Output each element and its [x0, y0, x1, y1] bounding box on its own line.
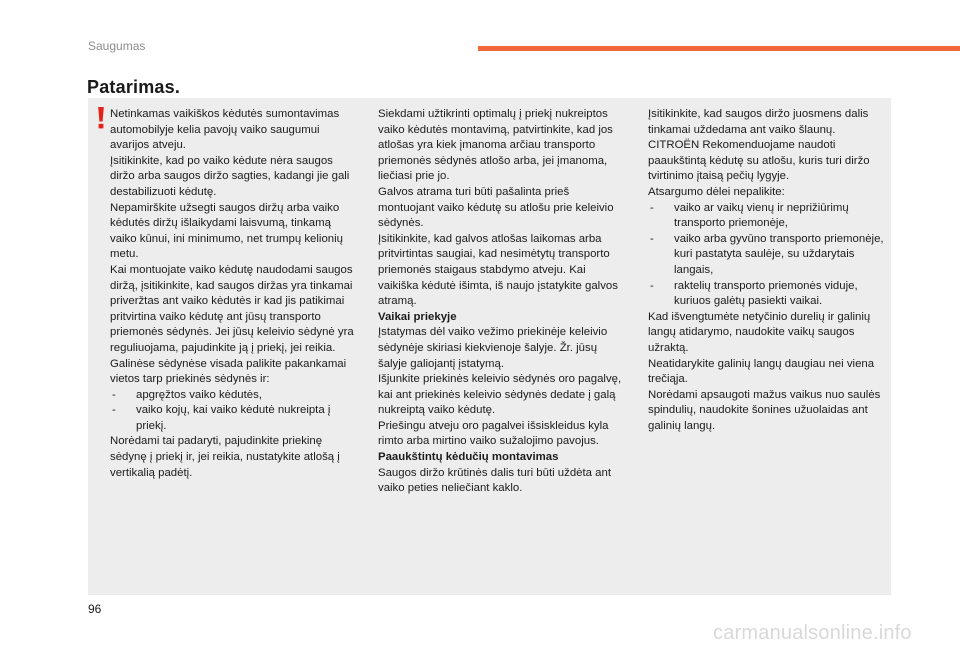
paragraph: Norėdami apsaugoti mažus vaikus nuo saulės spindulių, naudokite šonines užuolaidas ant galinių langų. [648, 388, 881, 432]
paragraph: Atsargumo dėlei nepalikite: [648, 185, 785, 198]
page-number: 96 [88, 602, 102, 616]
paragraph: Galvos atrama turi būti pašalinta prieš montuojant vaiko kėdutę su atlošu prie keleivio sėdynės. [378, 185, 614, 230]
warning-exclamation-icon [97, 107, 105, 129]
paragraph: Neatidarykite galinių langų daugiau nei viena trečiąja. [648, 357, 875, 386]
paragraph: Saugos diržo krūtinės dalis turi būti uždėta ant vaiko peties neliečiant kaklo. [378, 466, 612, 495]
bullet-item: - vaiko arba gyvūno transporto priemonėje, kuri pastatyta saulėje, su uždarytais langais, [648, 232, 890, 279]
bullet-item: - apgręžtos vaiko kėdutės, [110, 388, 358, 404]
paragraph: Galinėse sėdynėse visada palikite pakankamai vietos tarp priekinės sėdynės ir: [110, 357, 347, 386]
text-column-3 [648, 107, 890, 434]
bullet-item: - vaiko ar vaikų vienų ir neprižiūrimų transporto priemonėje, [648, 201, 890, 232]
section-label: Saugumas [88, 39, 146, 53]
watermark: carmanualsonline.info [713, 622, 912, 644]
paragraph: Įstatymas dėl vaiko vežimo priekinėje keleivio sėdynėje skiriasi kiekvienoje šalyje. Žr. jūsų šalyje galiojantį įstatymą. [378, 326, 608, 370]
paragraph: Išjunkite priekinės keleivio sėdynės oro pagalvę, kai ant priekinės keleivio sėdynės dedate į galą nukreiptą vaiko kėdutę. [378, 373, 622, 417]
page-title: Patarimas. [87, 77, 181, 97]
paragraph: Įsitikinkite, kad po vaiko kėdute nėra saugos diržo arba saugos diržo sagties, kadangi jie gali destabilizuoti kėdutę. [110, 154, 350, 198]
bullet-item: - vaiko kojų, kai vaiko kėdutė nukreipta į priekį. [110, 403, 358, 434]
paragraph: Norėdami tai padaryti, pajudinkite priekinę sėdynę į priekį ir, jei reikia, nustatykite atlošą į vertikalią padėtį. [110, 435, 340, 479]
text-column-1 [110, 107, 358, 481]
bullet-item: - raktelių transporto priemonės viduje, kuriuos galėtų pasiekti vaikai. [648, 279, 890, 310]
paragraph: Netinkamas vaikiškos kėdutės sumontavimas automobilyje kelia pavojų vaiko saugumui avarijos atveju. [110, 108, 340, 152]
paragraph: Kad išvengtumėte netyčinio durelių ir galinių langų atidarymo, naudokite vaikų saugos užraktą. [648, 310, 871, 354]
paragraph: CITROËN Rekomenduojame naudoti paaukštintą kėdutę su atlošu, kuris turi diržo tvirtinimo įtaisą pečių lygyje. [648, 139, 870, 183]
paragraph: Siekdami užtikrinti optimalų į priekį nukreiptos vaiko kėdutės montavimą, patvirtinkite, kad jos atlošas yra kiek įmanoma arčiau transporto priemonės sėdynės atlošo arba, jei įmanoma, liečiasi prie jo. [378, 108, 613, 183]
paragraph: Nepamirškite užsegti saugos diržų arba vaiko kėdutės diržų išlaikydami laisvumą, tinkamą vaiko kūnui, ini minimumo, net trumpų kelionių metu. [110, 201, 343, 261]
subheading: Paaukštintų kėdučių montavimas [378, 451, 559, 464]
paragraph: Įsitikinkite, kad saugos diržo juosmens dalis tinkamai uždedama ant vaiko šlaunų. [648, 108, 869, 136]
paragraph: Priešingu atveju oro pagalvei išsiskleidus kyla rimto arba mirtino vaiko sužalojimo pavojus. [378, 419, 609, 448]
header-accent-bar [478, 46, 960, 51]
text-column-2 [378, 107, 623, 497]
subheading: Vaikai priekyje [378, 310, 457, 323]
paragraph: Įsitikinkite, kad galvos atlošas laikomas arba pritvirtintas saugiai, kad nesimėtytų transporto priemonės staigaus stabdymo atveju. Kai vaikiška kėdutė išimta, iš naujo įstatykite galvos atramą. [378, 232, 618, 308]
paragraph: Kai montuojate vaiko kėdutę naudodami saugos diržą, įsitikinkite, kad saugos diržas yra tinkamai priveržtas ant vaiko kėdutės ir kad jis patikimai pritvirtina vaiko kėdutę ant jūsų transporto priemonės sėdynės. Jei jūsų keleivio sėdynė yra reguliuojama, pajudinkite ją į priekį, jei reikia. [110, 263, 354, 354]
